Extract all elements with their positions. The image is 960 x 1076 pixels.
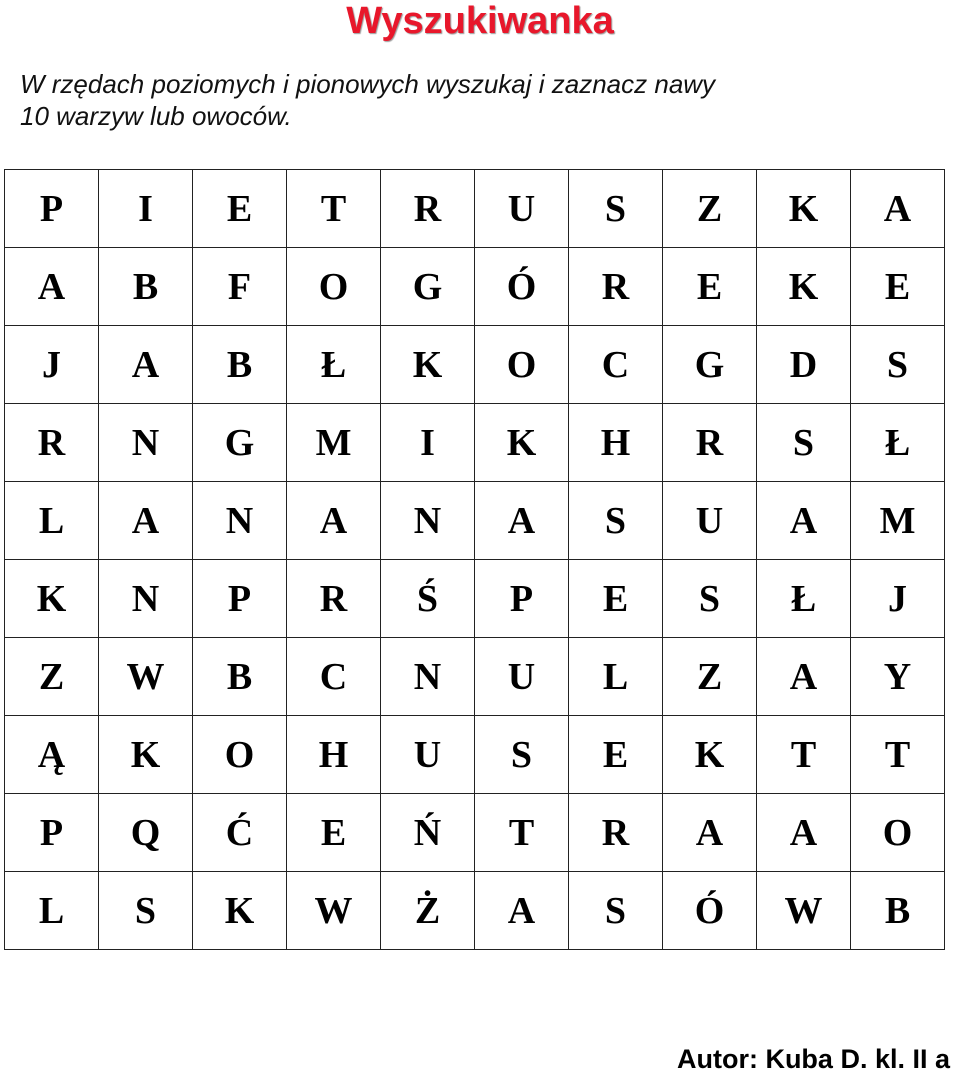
grid-cell[interactable]: S bbox=[663, 560, 757, 638]
grid-row bbox=[5, 482, 945, 560]
grid-cell[interactable]: E bbox=[569, 560, 663, 638]
grid-cell[interactable]: E bbox=[287, 794, 381, 872]
grid-cell[interactable]: S bbox=[851, 326, 945, 404]
grid-cell[interactable]: U bbox=[475, 170, 569, 248]
grid-cell[interactable]: A bbox=[99, 482, 193, 560]
grid-row bbox=[5, 560, 945, 638]
grid-cell[interactable]: B bbox=[193, 638, 287, 716]
grid-row bbox=[5, 638, 945, 716]
grid-cell[interactable]: O bbox=[287, 248, 381, 326]
grid-cell[interactable]: A bbox=[5, 248, 99, 326]
grid-cell[interactable]: P bbox=[5, 170, 99, 248]
grid-cell[interactable]: S bbox=[569, 872, 663, 950]
grid-cell[interactable]: N bbox=[99, 404, 193, 482]
grid-cell[interactable]: A bbox=[663, 794, 757, 872]
grid-cell[interactable]: A bbox=[287, 482, 381, 560]
grid-row bbox=[5, 248, 945, 326]
grid-cell[interactable]: K bbox=[193, 872, 287, 950]
grid-cell[interactable]: R bbox=[569, 248, 663, 326]
grid-cell[interactable]: A bbox=[475, 482, 569, 560]
grid-cell[interactable]: K bbox=[99, 716, 193, 794]
grid-cell[interactable]: G bbox=[381, 248, 475, 326]
grid-cell[interactable]: Ł bbox=[757, 560, 851, 638]
grid-cell[interactable]: K bbox=[5, 560, 99, 638]
grid-cell[interactable]: E bbox=[193, 170, 287, 248]
grid-cell[interactable]: U bbox=[475, 638, 569, 716]
grid-cell[interactable]: N bbox=[99, 560, 193, 638]
grid-cell[interactable]: O bbox=[193, 716, 287, 794]
grid-cell[interactable]: J bbox=[851, 560, 945, 638]
grid-cell[interactable]: P bbox=[193, 560, 287, 638]
grid-cell[interactable]: W bbox=[287, 872, 381, 950]
grid-cell[interactable]: R bbox=[663, 404, 757, 482]
grid-cell[interactable]: L bbox=[5, 482, 99, 560]
grid-cell[interactable]: Ł bbox=[287, 326, 381, 404]
grid-cell[interactable]: K bbox=[757, 170, 851, 248]
grid-row bbox=[5, 794, 945, 872]
grid-cell[interactable]: Ć bbox=[193, 794, 287, 872]
grid-cell[interactable]: Ż bbox=[381, 872, 475, 950]
page-title: Wyszukiwanka bbox=[346, 0, 614, 42]
author-credit: Autor: Kuba D. kl. II a bbox=[676, 1044, 950, 1074]
grid-cell[interactable]: T bbox=[851, 716, 945, 794]
grid-cell[interactable]: N bbox=[381, 638, 475, 716]
grid-cell[interactable]: L bbox=[5, 872, 99, 950]
grid-cell[interactable]: Z bbox=[5, 638, 99, 716]
grid-cell[interactable]: S bbox=[569, 482, 663, 560]
grid-cell[interactable]: K bbox=[475, 404, 569, 482]
instructions-line-1: W rzędach poziomych i pionowych wyszukaj i zaznacz nawy bbox=[20, 69, 716, 99]
grid-row bbox=[5, 404, 945, 482]
grid-cell[interactable]: Q bbox=[99, 794, 193, 872]
grid-cell[interactable]: H bbox=[569, 404, 663, 482]
grid-cell[interactable]: A bbox=[757, 794, 851, 872]
grid-row bbox=[5, 872, 945, 950]
grid-cell[interactable]: L bbox=[569, 638, 663, 716]
instructions-line-2: 10 warzyw lub owoców. bbox=[20, 101, 292, 131]
grid-cell[interactable]: W bbox=[757, 872, 851, 950]
grid-cell[interactable]: S bbox=[475, 716, 569, 794]
grid-cell[interactable]: U bbox=[663, 482, 757, 560]
grid-cell[interactable]: H bbox=[287, 716, 381, 794]
instructions bbox=[20, 68, 920, 132]
grid-cell[interactable]: Y bbox=[851, 638, 945, 716]
grid-cell[interactable]: O bbox=[851, 794, 945, 872]
grid-cell[interactable]: Ń bbox=[381, 794, 475, 872]
grid-cell[interactable]: K bbox=[757, 248, 851, 326]
grid-cell[interactable]: G bbox=[193, 404, 287, 482]
grid-row bbox=[5, 716, 945, 794]
grid-cell[interactable]: C bbox=[287, 638, 381, 716]
grid-cell[interactable]: Ó bbox=[475, 248, 569, 326]
grid-cell[interactable]: E bbox=[569, 716, 663, 794]
grid-cell[interactable]: K bbox=[381, 326, 475, 404]
grid-cell[interactable]: I bbox=[381, 404, 475, 482]
grid-cell[interactable]: A bbox=[757, 482, 851, 560]
word-search-grid bbox=[4, 169, 945, 950]
grid-cell[interactable]: C bbox=[569, 326, 663, 404]
grid-cell[interactable]: B bbox=[851, 872, 945, 950]
grid-cell[interactable]: S bbox=[757, 404, 851, 482]
grid-cell[interactable]: R bbox=[569, 794, 663, 872]
grid-cell[interactable]: Ą bbox=[5, 716, 99, 794]
grid-cell[interactable]: A bbox=[475, 872, 569, 950]
grid-row bbox=[5, 326, 945, 404]
grid-cell[interactable]: D bbox=[757, 326, 851, 404]
grid-cell[interactable]: M bbox=[851, 482, 945, 560]
grid-cell[interactable]: A bbox=[851, 170, 945, 248]
grid-cell[interactable]: N bbox=[381, 482, 475, 560]
grid-cell[interactable]: R bbox=[5, 404, 99, 482]
grid-cell[interactable]: T bbox=[757, 716, 851, 794]
grid-cell[interactable]: B bbox=[99, 248, 193, 326]
grid-cell[interactable]: P bbox=[5, 794, 99, 872]
grid-cell[interactable]: Ł bbox=[851, 404, 945, 482]
grid-cell[interactable]: T bbox=[287, 170, 381, 248]
grid-cell[interactable]: T bbox=[475, 794, 569, 872]
grid-cell[interactable]: E bbox=[851, 248, 945, 326]
grid-cell[interactable]: P bbox=[475, 560, 569, 638]
grid-cell[interactable]: F bbox=[193, 248, 287, 326]
grid-cell[interactable]: K bbox=[663, 716, 757, 794]
grid-cell[interactable]: B bbox=[193, 326, 287, 404]
grid-cell[interactable]: E bbox=[663, 248, 757, 326]
grid-cell[interactable]: Z bbox=[663, 170, 757, 248]
grid-cell[interactable]: J bbox=[5, 326, 99, 404]
grid-cell[interactable]: Ś bbox=[381, 560, 475, 638]
grid-cell[interactable]: G bbox=[663, 326, 757, 404]
grid-cell[interactable]: S bbox=[569, 170, 663, 248]
grid-cell[interactable]: A bbox=[757, 638, 851, 716]
grid-cell[interactable]: N bbox=[193, 482, 287, 560]
grid-cell[interactable]: W bbox=[99, 638, 193, 716]
grid-cell[interactable]: Z bbox=[663, 638, 757, 716]
grid-cell[interactable]: R bbox=[287, 560, 381, 638]
grid-cell[interactable]: A bbox=[99, 326, 193, 404]
grid-cell[interactable]: I bbox=[99, 170, 193, 248]
grid-cell[interactable]: U bbox=[381, 716, 475, 794]
grid-body bbox=[5, 170, 945, 950]
grid-row bbox=[5, 170, 945, 248]
grid-cell[interactable]: Ó bbox=[663, 872, 757, 950]
grid-cell[interactable]: M bbox=[287, 404, 381, 482]
grid-cell[interactable]: S bbox=[99, 872, 193, 950]
grid-cell[interactable]: O bbox=[475, 326, 569, 404]
grid-cell[interactable]: R bbox=[381, 170, 475, 248]
